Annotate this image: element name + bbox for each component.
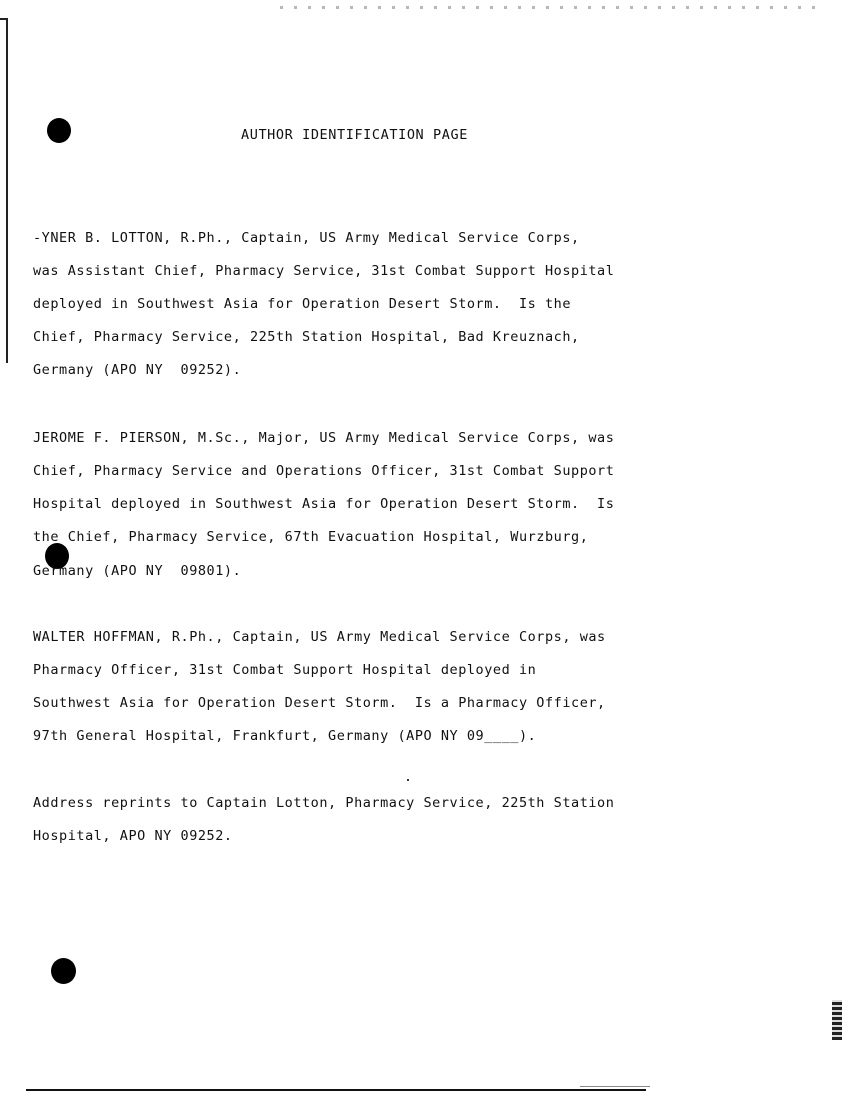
- author-3-line-2: Pharmacy Officer, 31st Combat Support Hospital deployed in: [33, 662, 537, 678]
- author-1-line-2: was Assistant Chief, Pharmacy Service, 31st Combat Support Hospital: [33, 263, 615, 279]
- scan-speck: [407, 779, 409, 781]
- author-2-line-3: Hospital deployed in Southwest Asia for Operation Desert Storm. Is: [33, 496, 615, 512]
- scan-edge-mark: [832, 1000, 842, 1040]
- author-2-line-2: Chief, Pharmacy Service and Operations Officer, 31st Combat Support: [33, 463, 615, 479]
- author-1-line-3: deployed in Southwest Asia for Operation Desert Storm. Is the: [33, 296, 572, 312]
- reprints-line-2: Hospital, APO NY 09252.: [33, 828, 233, 844]
- author-2-line-1: JEROME F. PIERSON, M.Sc., Major, US Army Medical Service Corps, was: [33, 430, 615, 446]
- author-3-line-1: WALTER HOFFMAN, R.Ph., Captain, US Army Medical Service Corps, was: [33, 629, 606, 645]
- punch-hole-bottom: [51, 958, 76, 984]
- author-2-line-4: the Chief, Pharmacy Service, 67th Evacuation Hospital, Wurzburg,: [33, 529, 589, 545]
- scan-noise-top: [280, 6, 825, 9]
- page-title: AUTHOR IDENTIFICATION PAGE: [241, 127, 468, 143]
- author-3-line-4: 97th General Hospital, Frankfurt, Germany (APO NY 09____).: [33, 728, 537, 744]
- author-3-line-3: Southwest Asia for Operation Desert Storm. Is a Pharmacy Officer,: [33, 695, 606, 711]
- left-margin-mark: [6, 18, 8, 363]
- bottom-rule: [26, 1089, 646, 1091]
- author-1-line-1: -YNER B. LOTTON, R.Ph., Captain, US Army Medical Service Corps,: [33, 230, 580, 246]
- reprints-line-1: Address reprints to Captain Lotton, Pharmacy Service, 225th Station: [33, 795, 615, 811]
- bottom-rule-thin: [580, 1086, 650, 1087]
- author-1-line-4: Chief, Pharmacy Service, 225th Station Hospital, Bad Kreuznach,: [33, 329, 580, 345]
- author-1-line-5: Germany (APO NY 09252).: [33, 362, 242, 378]
- punch-hole-top: [47, 118, 71, 143]
- author-2-line-5: Germany (APO NY 09801).: [33, 563, 242, 579]
